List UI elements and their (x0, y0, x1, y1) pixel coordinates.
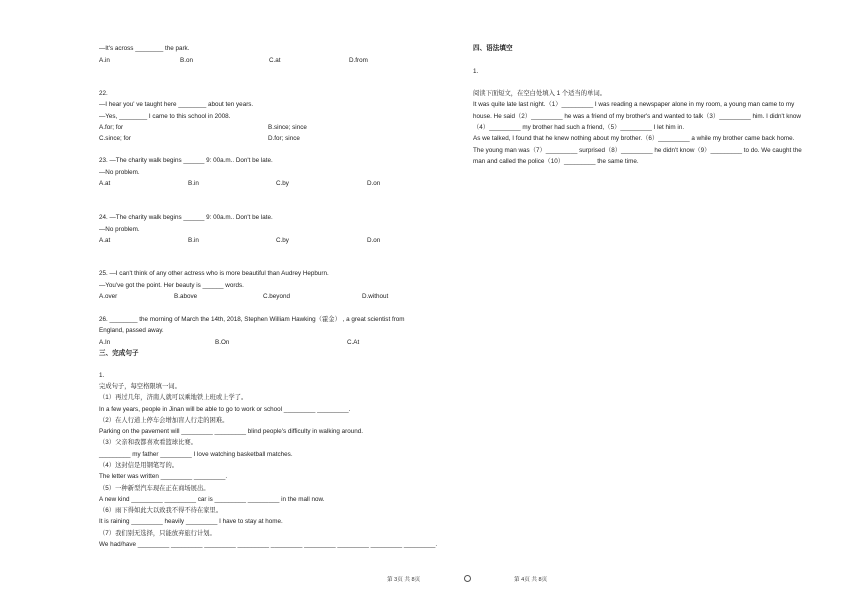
q24-line1: 24. —The charity walk begins ______ 9: 00a.m.. Don't be late. (99, 214, 273, 221)
q26-line1: 26. ________ the morning of March the 14th, 2018, Stephen William Hawking（霍金） , a great scientist from (99, 316, 405, 323)
section3-line: （4）这封信是用钢笔写的。 (99, 462, 179, 469)
q22-line1: —I hear you' ve taught here ________ about ten years. (99, 101, 254, 108)
section3-title: 三、完成句子 (99, 350, 139, 357)
q26-option-c: C.At (347, 339, 360, 346)
section3-line: It is raining _________ heavily _________ I have to stay at home. (99, 518, 283, 525)
q22-number: 22. (99, 90, 108, 97)
section4-line: man and called the police（10）_________ the same time. (473, 158, 639, 165)
q25-option-d: D.without (362, 293, 389, 300)
section3-line: We had/have _________ _________ _________ _________ _________ _________ _________ _________ _________. (99, 541, 438, 548)
section3-line: Parking on the pavement will _________ _________ blind people's difficulty in walking around. (99, 428, 363, 435)
section3-line: In a few years, people in Jinan will be able to go to work or school _________ _________. (99, 406, 351, 413)
page-number-right: 第 4页 共 8页 (514, 577, 548, 583)
q23-option-d: D.on (367, 180, 381, 187)
q24-option-c: C.by (276, 237, 289, 244)
section4-line: The young man was（7）_________ surprised（8）_________ he didn't know（9）_________ to do. We caught the (473, 147, 802, 154)
q26-option-b: B.On (215, 339, 230, 346)
q24-option-b: B.in (188, 237, 199, 244)
section3-line: （5）一种新型汽车现在正在商场展出。 (99, 485, 210, 492)
section4-line: As we talked, I found that he knew nothing about my brother.（6）_________ a while my brother came back home. (473, 135, 795, 142)
section3-line: The letter was written _________ _________. (99, 473, 228, 480)
q23-option-c: C.by (276, 180, 289, 187)
q25-line1: 25. —I can't think of any other actress who is more beautiful than Audrey Hepburn. (99, 270, 329, 277)
q22-line2: —Yes, ________ I came to this school in 2008. (99, 113, 231, 120)
q25-option-b: B.above (174, 293, 198, 300)
section4-number: 1. (473, 68, 479, 75)
q26-line2: England, passed away. (99, 327, 164, 334)
section4-line: house. He said（2）_________ he was a friend of my brother's and wanted to talk（3）_________ him. I didn't know (473, 113, 801, 120)
q25-line2: —You've got the point. Her beauty is ______ words. (99, 282, 244, 289)
q25-option-a: A.over (99, 293, 118, 300)
section3-line: （2）在人行道上停车会增加盲人行走的困难。 (99, 417, 229, 424)
fold-mark-circle (464, 575, 471, 582)
q22-option-c: C.since; for (99, 135, 131, 142)
q21-option-b: B.on (180, 57, 193, 64)
q26-option-a: A.In (99, 339, 111, 346)
q24-option-a: A.at (99, 237, 111, 244)
q21-stem: —It's across ________ the park. (99, 45, 190, 52)
section4-line: It was quite late last night.（1）_________ I was reading a newspaper alone in my room, a young man came to my (473, 101, 795, 108)
q23-option-b: B.in (188, 180, 199, 187)
q25-option-c: C.beyond (263, 293, 290, 300)
q21-option-c: C.at (269, 57, 281, 64)
section4-line: 阅读下面短文，在空白处填入 1 个适当的单词。 (473, 90, 606, 97)
section3-line: （3）父亲和我都喜欢看篮球比赛。 (99, 439, 197, 446)
section3-line: （7）我们别无选择，只能放弃旅行计划。 (99, 530, 216, 537)
section4-title: 四、语法填空 (473, 45, 513, 52)
page-number-left: 第 3页 共 8页 (387, 577, 421, 583)
q21-option-a: A.in (99, 57, 110, 64)
section3-line: （6）雨下得如此大以致我不得不待在家里。 (99, 507, 223, 514)
q22-option-d: D.for; since (268, 135, 300, 142)
q23-line1: 23. —The charity walk begins ______ 9: 00a.m.. Don't be late. (99, 157, 273, 164)
section3-line: 完成句子，每空格限填一词。 (99, 383, 181, 390)
q23-option-a: A.at (99, 180, 111, 187)
q24-option-d: D.on (367, 237, 381, 244)
section4-line: （4）_________ my brother had such a friend,（5）_________ I let him in. (473, 124, 685, 131)
q23-line2: —No problem. (99, 169, 140, 176)
section3-line: （1）再过几年，济南人就可以乘地铁上班或上学了。 (99, 394, 248, 401)
q22-option-a: A.for; for (99, 124, 124, 131)
q21-option-d: D.from (349, 57, 368, 64)
section3-line: _________ my father _________ I love watching basketball matches. (99, 451, 293, 458)
section3-line: A new kind _________ _________ car is _________ _________ in the mall now. (99, 496, 325, 503)
q22-option-b: B.since; since (268, 124, 307, 131)
section3-number: 1. (99, 372, 105, 379)
q24-line2: —No problem. (99, 226, 140, 233)
